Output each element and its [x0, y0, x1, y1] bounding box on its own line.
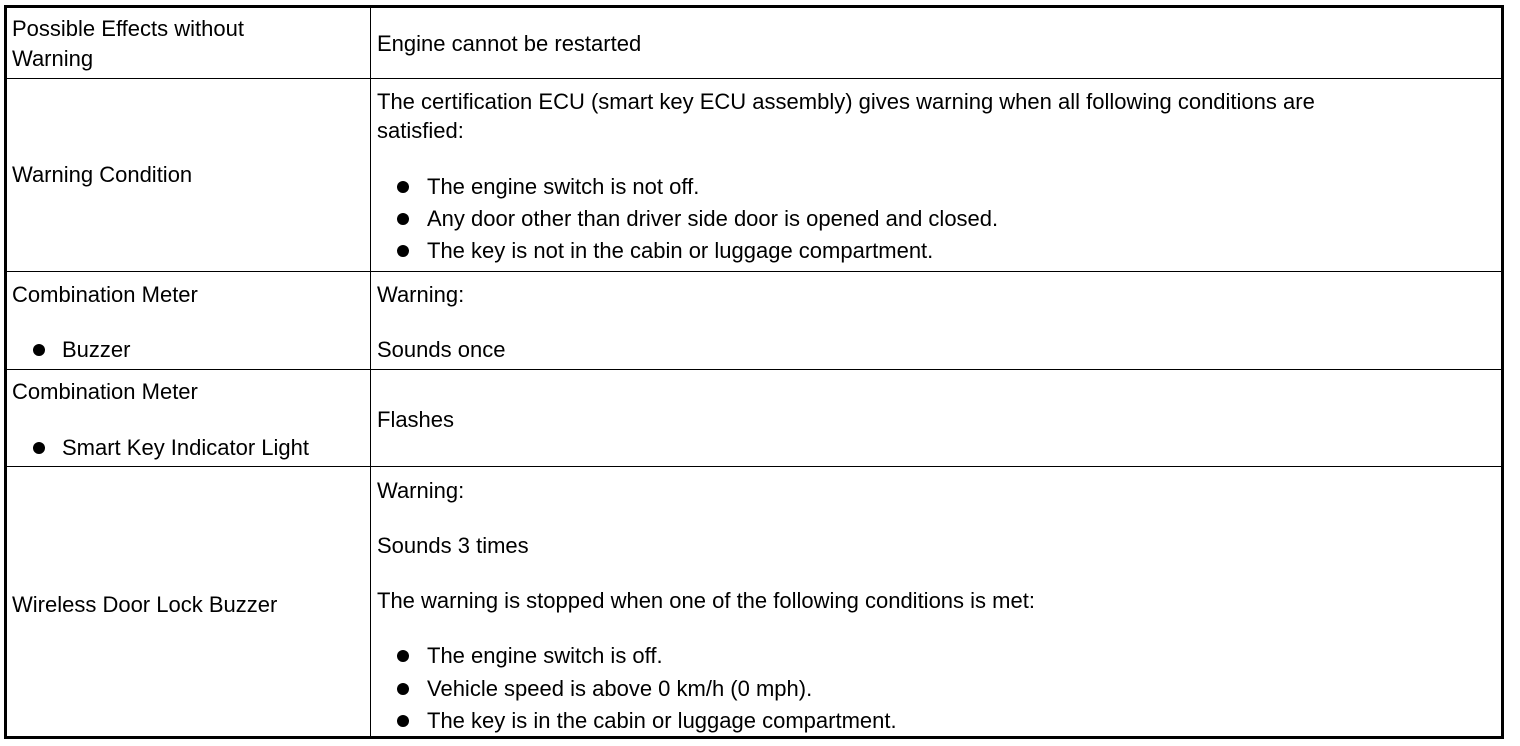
bullet-dot-icon — [397, 213, 409, 225]
table-row — [7, 370, 1501, 467]
row-value-line: Sounds 3 times — [377, 533, 529, 558]
row-label-text: Wireless Door Lock Buzzer — [12, 592, 278, 617]
row-value-line: The warning is stopped when one of the following conditions is met: — [377, 588, 1035, 613]
condition-bullet-text: The engine switch is not off. — [427, 174, 700, 199]
bullet-dot-icon — [33, 442, 45, 454]
row-label-cell — [7, 79, 371, 271]
row-label-text: Warning Condition — [12, 162, 193, 187]
condition-bullet-text: Vehicle speed is above 0 km/h (0 mph). — [427, 676, 813, 701]
table-row — [7, 79, 1501, 272]
table-row — [7, 467, 1501, 736]
row-value-cell — [371, 8, 1501, 78]
bullet-dot-icon — [397, 683, 409, 695]
condition-bullet-text: The key is in the cabin or luggage compartment. — [427, 708, 897, 733]
bullet-dot-icon — [33, 344, 45, 356]
table-row — [7, 272, 1501, 370]
warning-table — [4, 5, 1504, 739]
condition-bullet-text: Any door other than driver side door is opened and closed. — [427, 206, 999, 231]
row-label-line: Warning — [12, 46, 94, 71]
row-label-cell — [7, 8, 371, 78]
row-value-line: Sounds once — [377, 337, 506, 362]
condition-bullet-text: The engine switch is off. — [427, 643, 663, 668]
row-value-cell — [371, 79, 1501, 271]
row-value-cell — [371, 272, 1501, 369]
row-label-cell — [7, 272, 371, 369]
table-row — [7, 8, 1501, 79]
row-value-cell — [371, 467, 1501, 736]
row-intro-line: satisfied: — [377, 118, 464, 143]
row-intro-line: The certification ECU (smart key ECU assembly) gives warning when all following conditions are — [377, 89, 1315, 114]
bullet-dot-icon — [397, 715, 409, 727]
row-value-text: Flashes — [377, 407, 455, 432]
row-label-text: Combination Meter — [12, 379, 198, 404]
row-sub-bullet-text: Buzzer — [62, 337, 131, 362]
bullet-dot-icon — [397, 181, 409, 193]
condition-bullet-text: The key is not in the cabin or luggage compartment. — [427, 238, 934, 263]
row-value-text: Engine cannot be restarted — [377, 31, 642, 56]
row-value-cell — [371, 370, 1501, 466]
row-label-cell — [7, 370, 371, 466]
row-label-cell — [7, 467, 371, 736]
row-value-line: Warning: — [377, 282, 465, 307]
row-label-text: Combination Meter — [12, 282, 198, 307]
bullet-dot-icon — [397, 245, 409, 257]
row-value-line: Warning: — [377, 478, 465, 503]
bullet-dot-icon — [397, 650, 409, 662]
row-label-line: Possible Effects without — [12, 16, 244, 41]
row-sub-bullet-text: Smart Key Indicator Light — [62, 435, 310, 460]
